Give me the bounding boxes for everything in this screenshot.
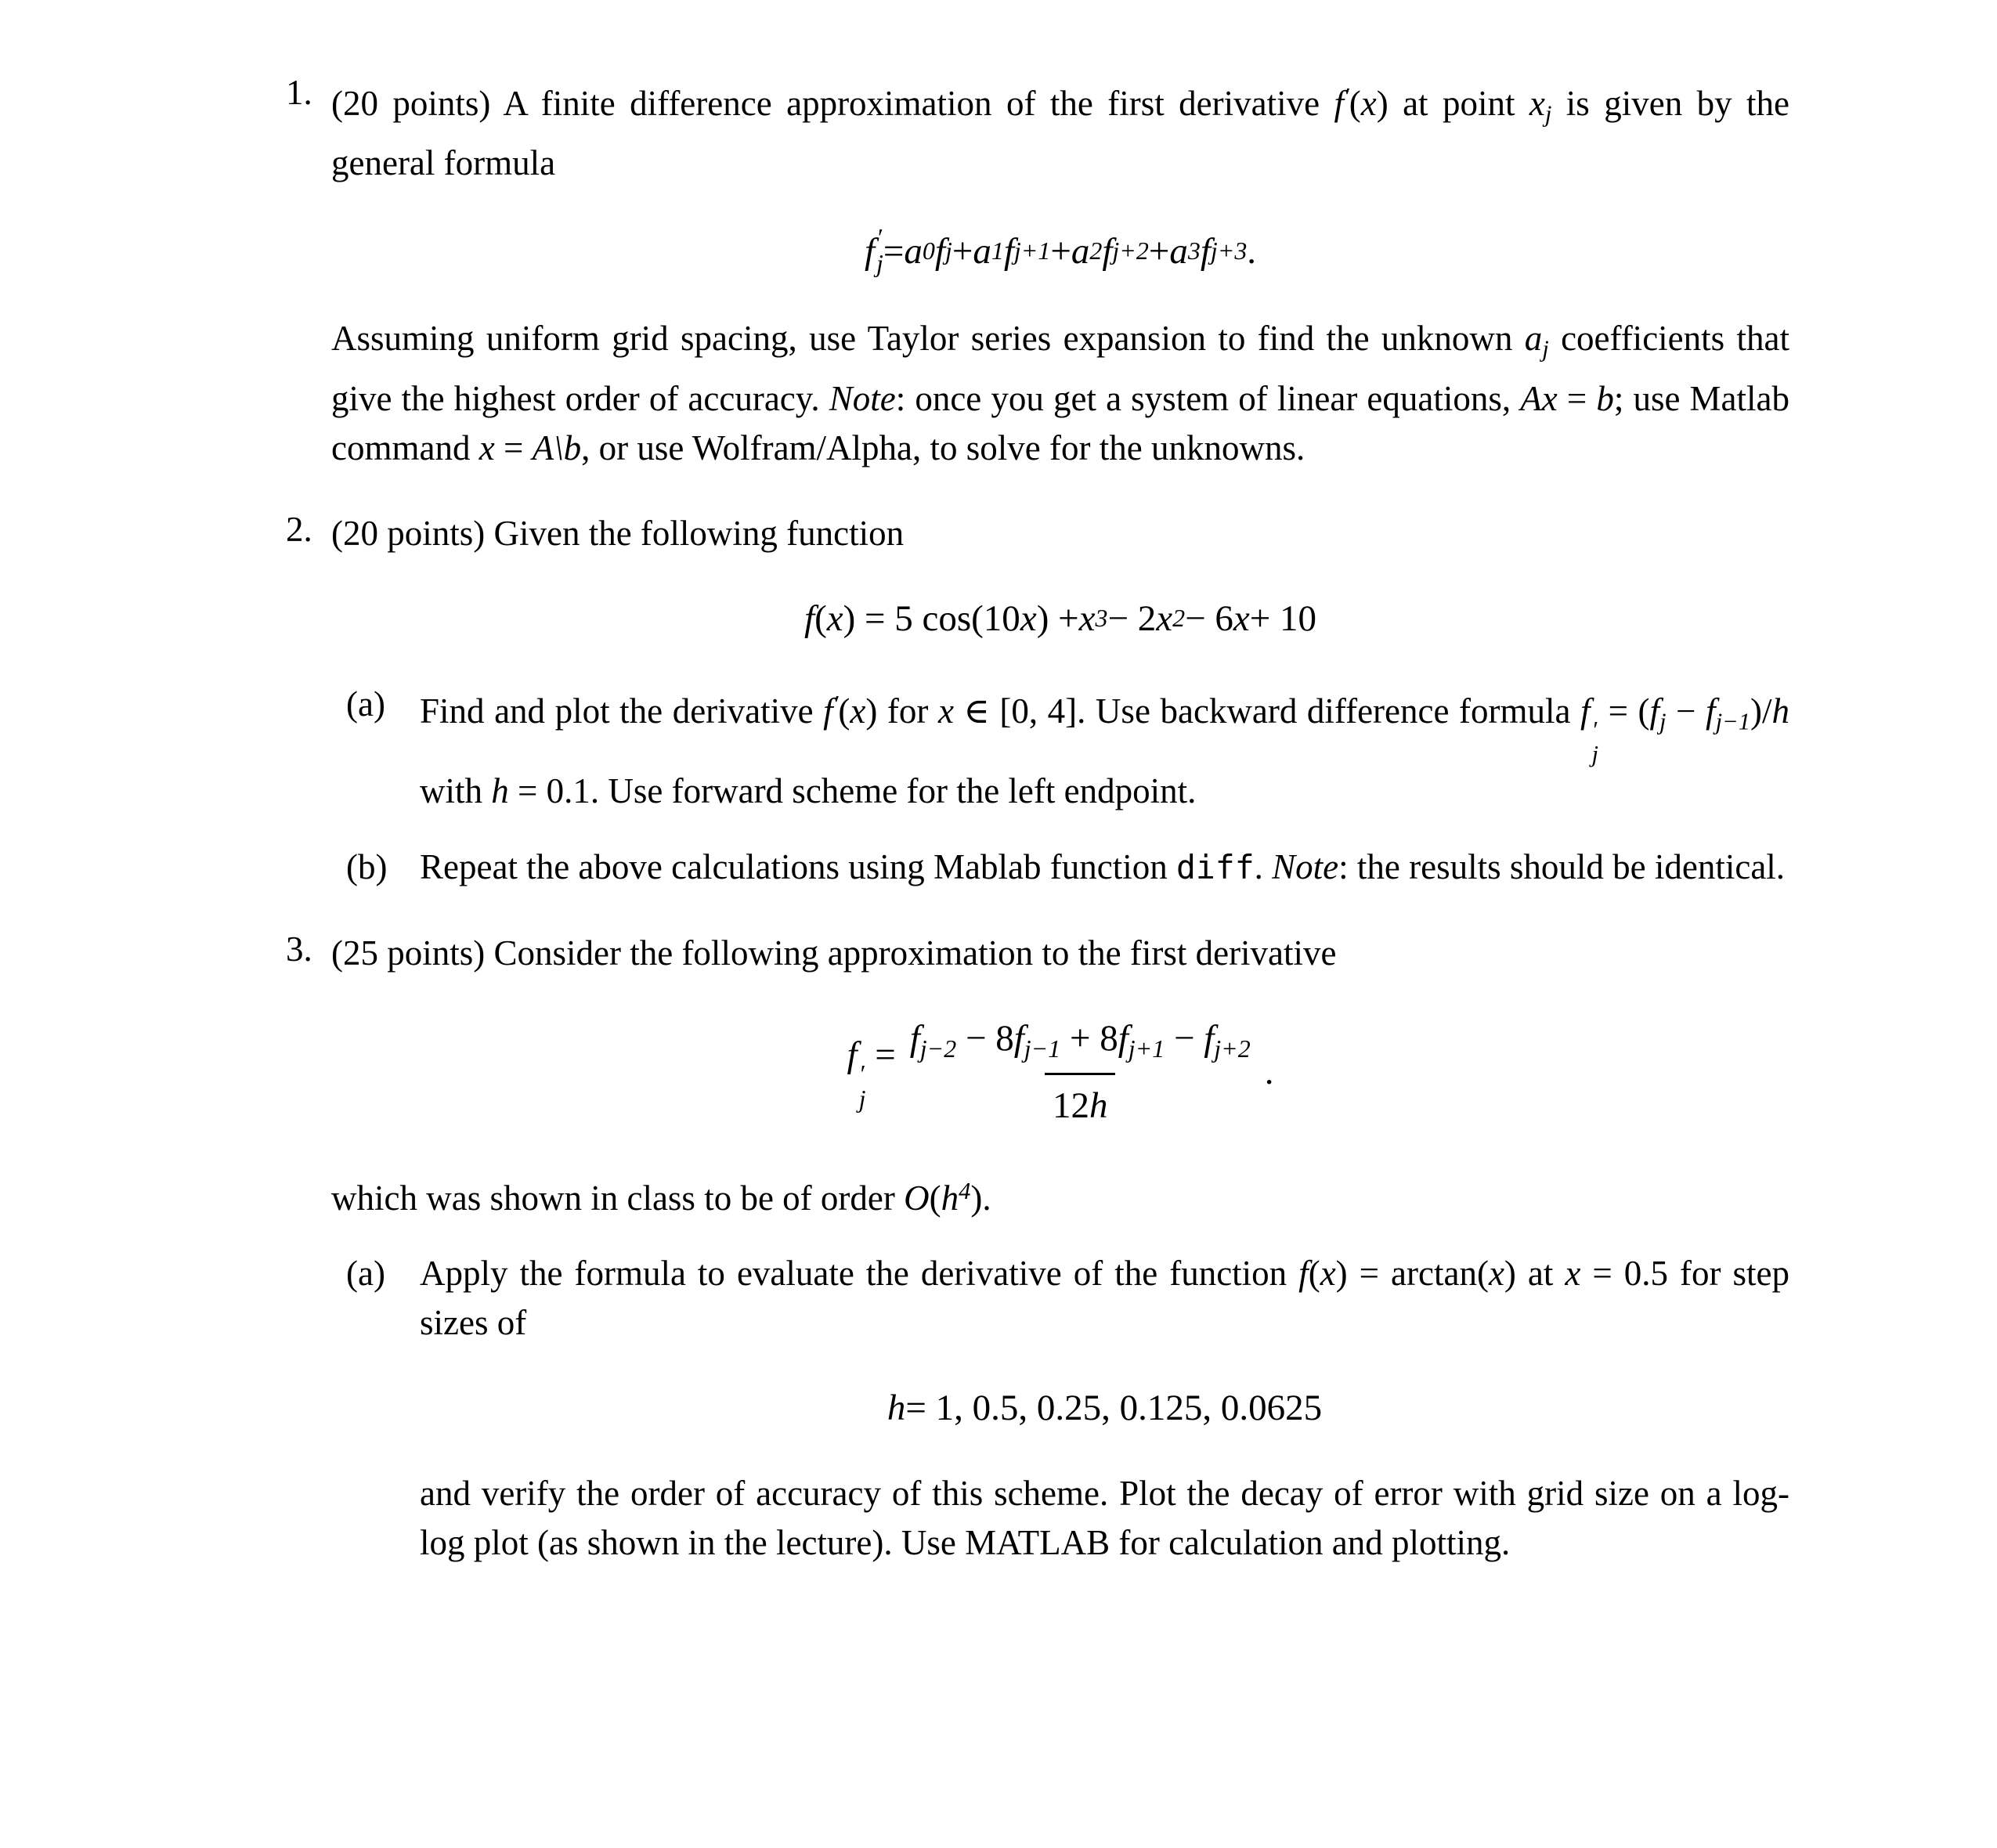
problem-3-order-paragraph: which was shown in class to be of order $O(h^4)$. xyxy=(331,1177,991,1218)
formula-period: . xyxy=(1264,1051,1274,1092)
problem-1-body xyxy=(331,72,1789,473)
problem-list xyxy=(286,72,1789,1568)
problem-3-subitem-a-intro: Apply the formula to evaluate the derivative of the function f(x) = arctan(x) at x = 0.5 for step sizes of xyxy=(420,1254,1789,1343)
problem-3-subitem-a-text xyxy=(420,1249,1789,1568)
problem-2-number: 2. xyxy=(286,510,312,550)
formula-fourth-order-scheme xyxy=(331,1016,1789,1129)
problem-2-subitem-b-text: Repeat the above calculations using Mablab function diff. Note: the results should be identical. xyxy=(420,846,1786,886)
problem-2-subitems xyxy=(331,680,1789,893)
problem-2-subitem-b-label: (b) xyxy=(346,846,388,886)
problem-1-number: 1. xyxy=(286,73,312,112)
problem-1-note-paragraph: Assuming uniform grid spacing, use Taylor series expansion to find the unknown aj coefficients that give the highest order of accuracy. Note: once you get a system of linear equations, Ax = b; use Matlab command x = A\b, or use Wolfram/Alpha, to solve for the unknowns. xyxy=(331,319,1789,468)
formula-step-sizes: h = 1, 0.5, 0.25, 0.125, 0.0625 xyxy=(887,1388,1323,1429)
problem-2-body xyxy=(331,509,1789,893)
problem-3-body xyxy=(331,929,1789,1568)
problem-3-subitems xyxy=(331,1249,1789,1568)
fraction xyxy=(902,1016,1259,1129)
problem-2-subitem-a xyxy=(331,680,1789,816)
problem-1-intro-paragraph: (20 points) A finite difference approximation of the first derivative f′(x) at point xj is given by the general formula xyxy=(331,83,1790,183)
fraction-numerator: fj−2 − 8fj−1 + 8fj+1 − fj+2 xyxy=(909,1017,1251,1063)
formula-function-definition: f ( x ) = 5 cos(10 x ) + x 3 − 2 x 2 − 6 x + 10 xyxy=(804,598,1316,640)
fraction-denominator: 12h xyxy=(1045,1073,1116,1129)
problem-3-number: 3. xyxy=(286,929,312,969)
problem-2-subitem-a-label: (a) xyxy=(346,684,385,724)
problem-2-subitem-a-text: Find and plot the derivative f′(x) for x ∈ [0, 4]. Use backward difference formula f ′ j = (fj − fj−1)/h with h = 0.1. Use forward scheme for the left endpoint. xyxy=(420,690,1790,810)
formula-general-finite-difference: f ′ j = a 0 f j + a 1 f j+1 + a 2 f j+2 + a 3 f j+3 . xyxy=(864,224,1257,277)
problem-1 xyxy=(286,72,1789,473)
problem-3-subitem-a-label: (a) xyxy=(346,1254,385,1294)
problem-3-subitem-a xyxy=(331,1249,1789,1568)
problem-3-intro-paragraph: (25 points) Consider the following approximation to the first derivative xyxy=(331,933,1337,973)
problem-2-subitem-b xyxy=(331,843,1789,893)
problem-2 xyxy=(286,509,1789,893)
formula-lhs: f ′ j = xyxy=(847,1034,896,1113)
problem-2-intro-paragraph: (20 points) Given the following function xyxy=(331,514,905,554)
problem-3 xyxy=(286,929,1789,1568)
problem-3-subitem-a-closing: and verify the order of accuracy of this scheme. Plot the decay of error with grid size on a log-log plot (as shown in the lecture). Use MATLAB for calculation and plotting. xyxy=(420,1474,1789,1563)
